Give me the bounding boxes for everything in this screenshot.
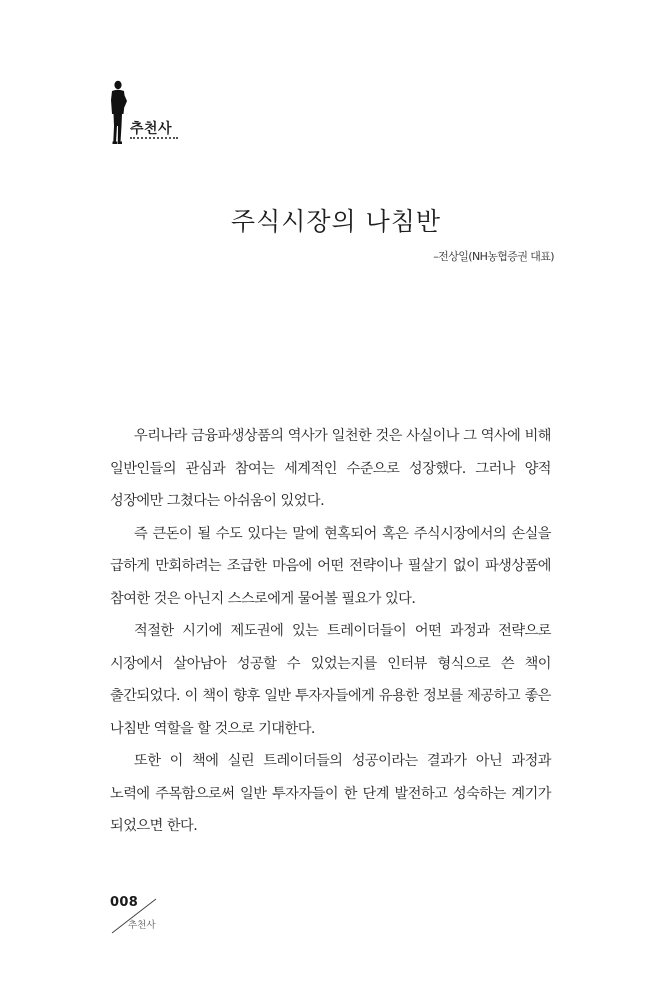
footer-section-name: 추천사 <box>128 920 156 931</box>
body-paragraph: 우리나라 금융파생상품의 역사가 일천한 것은 사실이나 그 역사에 비해 일반인들의 관심과 참여는 세계적인 수준으로 성장했다. 그러나 양적 성장에만 그쳤다는 아쉬움이 있었다. <box>110 428 551 509</box>
dotted-divider <box>130 137 178 139</box>
body-paragraph: 적절한 시기에 제도권에 있는 트레이더들이 어떤 과정과 전략으로 시장에서 살아남아 성공할 수 있었는지를 인터뷰 형식으로 쓴 책이 출간되었다. 이 책이 향후 일반 투자자들에게 유용한 정보를 제공하고 좋은 나침반 역할을 할 것으로 기대한다. <box>110 623 551 737</box>
article-title: 주식시장의 나침반 <box>230 207 442 236</box>
page-footer <box>110 895 170 939</box>
standing-man-icon <box>108 80 128 144</box>
section-badge <box>108 80 188 144</box>
article-body <box>110 420 551 843</box>
article-byline: –전상일(NH농협증권 대표) <box>433 250 554 263</box>
body-paragraph: 즉 큰돈이 될 수도 있다는 말에 현혹되어 혹은 주식시장에서의 손실을 급하게 만회하려는 조급한 마음에 어떤 전략이나 필살기 없이 파생상품에 참여한 것은 아닌지 스스로에게 물어볼 필요가 있다. <box>110 525 551 607</box>
body-paragraph: 또한 이 책에 실린 트레이더들의 성공이라는 결과가 아닌 과정과 노력에 주목함으로써 일반 투자자들이 한 단계 발전하고 성숙하는 계기가 되었으면 한다. <box>110 753 551 834</box>
section-label: 추천사 <box>130 121 173 137</box>
page-number: 008 <box>110 895 139 910</box>
